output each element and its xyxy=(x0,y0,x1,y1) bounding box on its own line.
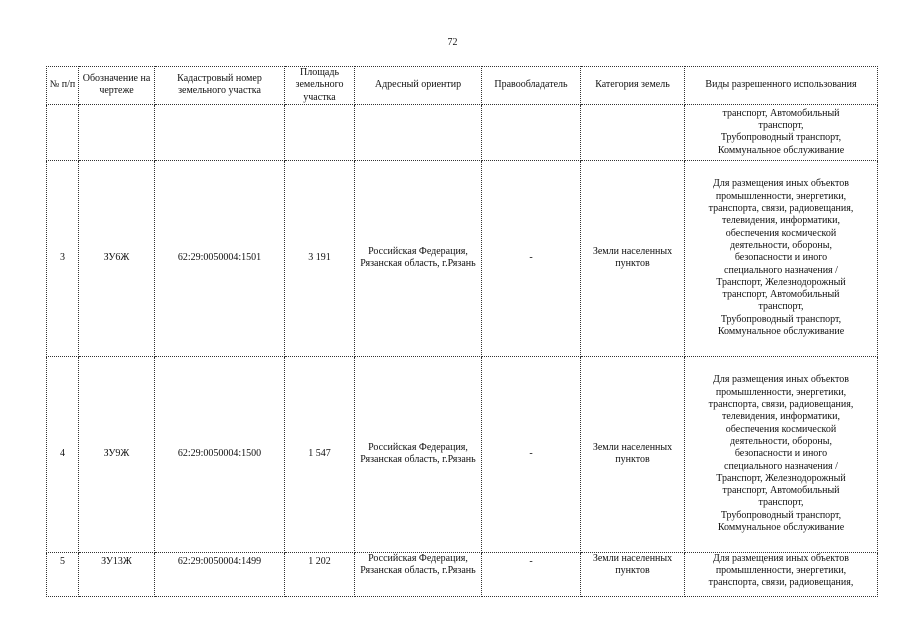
use-line: транспорт, xyxy=(758,497,804,509)
row-cadastral-number: 62:29:0050004:1500 xyxy=(155,356,285,552)
col-header-address: Адресный ориентир xyxy=(355,67,482,105)
use-line: транспорт, Автомобильный xyxy=(722,485,840,497)
use-line: безопасности и иного xyxy=(734,448,828,460)
col-header-designation: Обозначение на чертеже xyxy=(79,67,155,105)
row-number: 5 xyxy=(47,552,79,596)
col-header-cadastral: Кадастровый номер земельного участка xyxy=(155,67,285,105)
use-line: обеспечения космической xyxy=(725,423,837,435)
table-header-row xyxy=(47,67,878,105)
col-header-owner: Правообладатель xyxy=(482,67,581,105)
use-line: промышленности, энергетики, xyxy=(715,565,847,577)
row-number: 3 xyxy=(47,160,79,356)
table-row-continuation xyxy=(47,104,878,160)
row-category: Земли населенных пунктов xyxy=(581,356,685,552)
use-line: Коммунальное обслуживание xyxy=(717,522,845,534)
row-owner: - xyxy=(482,160,581,356)
col-header-number: № п/п xyxy=(47,67,79,105)
use-line: Транспорт, Железнодорожный xyxy=(716,472,846,484)
table-row xyxy=(47,552,878,596)
row-cadastral-number: 62:29:0050004:1499 xyxy=(155,552,285,596)
page-number: 72 xyxy=(447,37,458,48)
col-header-category: Категория земель xyxy=(581,67,685,105)
row-owner: - xyxy=(482,552,581,596)
use-line: деятельности, обороны, xyxy=(730,435,832,447)
use-line: транспорт, Автомобильный xyxy=(722,289,840,301)
use-line: Трубопроводный транспорт, xyxy=(720,313,842,325)
use-line: промышленности, энергетики, xyxy=(715,190,847,202)
col-header-uses: Виды разрешенного использования xyxy=(685,67,878,105)
uses-cell xyxy=(685,356,878,552)
use-line: Трубопроводный транспорт, xyxy=(720,509,842,521)
use-line: специального назначения / xyxy=(724,460,838,472)
use-line: Коммунальное обслуживание xyxy=(717,326,845,338)
row-category: Земли населенных пунктов xyxy=(581,552,685,596)
uses-cell xyxy=(685,104,878,160)
use-line: транспорта, связи, радиовещания, xyxy=(708,577,854,589)
row-address: Российская Федерация, Рязанская область, г.Рязань xyxy=(355,552,482,596)
use-line: транспорт, xyxy=(758,301,804,313)
use-line: деятельности, обороны, xyxy=(730,239,832,251)
use-line: транспорт, Автомобильный xyxy=(722,107,840,119)
row-number: 4 xyxy=(47,356,79,552)
use-line: транспорт, xyxy=(758,120,804,132)
row-designation: ЗУ13Ж xyxy=(79,552,155,596)
row-area: 3 191 xyxy=(285,160,355,356)
use-line: Для размещения иных объектов xyxy=(713,178,849,190)
table-row xyxy=(47,160,878,356)
row-area: 1 202 xyxy=(285,552,355,596)
use-line: промышленности, энергетики, xyxy=(715,386,847,398)
use-line: транспорта, связи, радиовещания, xyxy=(708,399,854,411)
row-designation: ЗУ6Ж xyxy=(79,160,155,356)
row-area: 1 547 xyxy=(285,356,355,552)
uses-cell xyxy=(685,552,878,596)
use-line: Для размещения иных объектов xyxy=(713,552,849,564)
use-line: Трубопроводный транспорт, xyxy=(720,132,842,144)
use-line: Для размещения иных объектов xyxy=(713,374,849,386)
table-row xyxy=(47,356,878,552)
row-address: Российская Федерация, Рязанская область, г.Рязань xyxy=(355,356,482,552)
land-plots-table xyxy=(46,66,878,597)
col-header-area: Площадь земельного участка xyxy=(285,67,355,105)
use-line: обеспечения космической xyxy=(725,227,837,239)
row-cadastral-number: 62:29:0050004:1501 xyxy=(155,160,285,356)
use-line: телевидения, информатики, xyxy=(721,215,841,227)
use-line: Коммунальное обслуживание xyxy=(717,144,845,156)
use-line: специального назначения / xyxy=(724,264,838,276)
use-line: транспорта, связи, радиовещания, xyxy=(708,203,854,215)
row-designation: ЗУ9Ж xyxy=(79,356,155,552)
use-line: Транспорт, Железнодорожный xyxy=(716,276,846,288)
uses-cell xyxy=(685,160,878,356)
use-line: безопасности и иного xyxy=(734,252,828,264)
row-address: Российская Федерация, Рязанская область, г.Рязань xyxy=(355,160,482,356)
row-category: Земли населенных пунктов xyxy=(581,160,685,356)
row-owner: - xyxy=(482,356,581,552)
use-line: телевидения, информатики, xyxy=(721,411,841,423)
